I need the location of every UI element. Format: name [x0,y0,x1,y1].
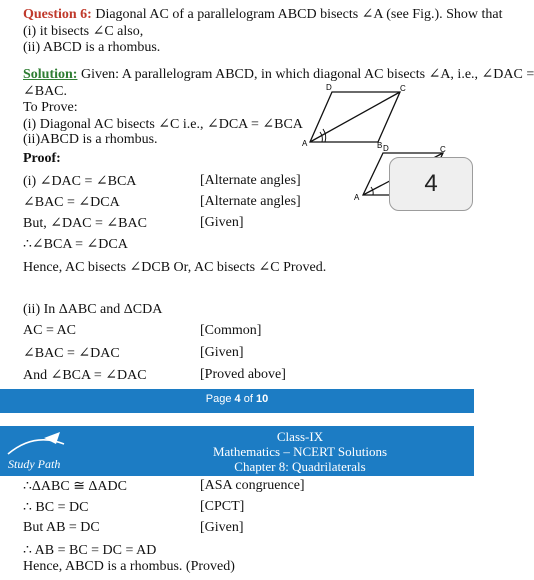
proof-row-reason: [Given] [200,345,244,360]
proof-row-reason: [ASA congruence] [200,478,305,493]
proof-row-reason: [Given] [200,215,244,230]
proof-row-left: ∴ BC = DC [23,500,89,515]
vertex-label-b: B [377,141,383,150]
page-indicator: Page 4 of 10 [205,393,269,405]
question-item-1: (i) it bisects ∠C also, [23,24,144,39]
proof-row-left: ∠BAC = ∠DAC [23,346,120,361]
proof-row-left: AC = AC [23,323,77,338]
question-line [23,6,503,23]
proof-conclusion-2: Hence, ABCD is a rhombus. (Proved) [23,559,235,574]
solution-given: Given: A parallelogram ABCD, in which diagonal AC bisects ∠A, i.e., ∠DAC = [77,67,534,82]
solution-line-2: ∠BAC. [23,84,68,99]
solution-line-1 [23,66,534,83]
proof-row-reason: [Proved above] [200,367,286,382]
logo-text: Study Path [8,457,61,471]
proof-row-left: But AB = DC [23,520,100,535]
question-text: Diagonal AC of a parallelogram ABCD bisects ∠A (see Fig.). Show that [91,7,503,22]
proof-row-left: And ∠BCA = ∠DAC [23,368,147,383]
to-prove-heading: To Prove: [23,100,78,115]
proof-row-reason: [Common] [200,323,262,338]
vertex-label-a: A [302,139,308,148]
solution-label: Solution: [23,67,78,82]
page-total: 10 [255,393,269,405]
proof-row-left: ∴∠BCA = ∠DCA [23,237,128,252]
header-chapter: Chapter 8: Quadrilaterals [234,459,366,474]
proof-part2-heading: (ii) In ΔABC and ΔCDA [23,302,163,317]
proof-row-left: ∴ AB = BC = DC = AD [23,543,157,558]
proof-row-reason: [Alternate angles] [200,173,301,188]
page-number: 4 [234,393,241,405]
proof-row-left: But, ∠DAC = ∠BAC [23,216,147,231]
vertex-label-c: C [400,84,406,93]
header-class: Class-IX [276,429,324,444]
small-vertex-label-c: C [440,145,446,154]
small-vertex-label-d: D [383,144,389,153]
proof-conclusion-1: Hence, AC bisects ∠DCB Or, AC bisects ∠C Proved. [23,260,327,275]
question-label: Question 6: [23,7,92,22]
parallelogram-figure [300,82,410,148]
proof-row-left: (i) ∠DAC = ∠BCA [23,174,137,189]
page-header-band [0,426,474,476]
proof-row-left: ∠BAC = ∠DCA [23,195,120,210]
study-path-logo [4,430,84,474]
question-item-2: (ii) ABCD is a rhombus. [23,40,161,55]
to-prove-item-1: (i) Diagonal AC bisects ∠C i.e., ∠DCA = ∠BCA [23,117,303,132]
number-badge: 4 [389,157,473,211]
to-prove-item-2: (ii)ABCD is a rhombus. [23,132,158,147]
header-subject: Mathematics – NCERT Solutions [212,444,388,459]
vertex-label-d: D [326,83,332,92]
proof-row-reason: [CPCT] [200,499,245,514]
proof-row-reason: [Given] [200,520,244,535]
proof-heading: Proof: [23,151,61,166]
proof-row-left: ∴ΔABC ≅ ΔADC [23,479,127,494]
proof-row-reason: [Alternate angles] [200,194,301,209]
small-vertex-label-a: A [354,193,360,202]
